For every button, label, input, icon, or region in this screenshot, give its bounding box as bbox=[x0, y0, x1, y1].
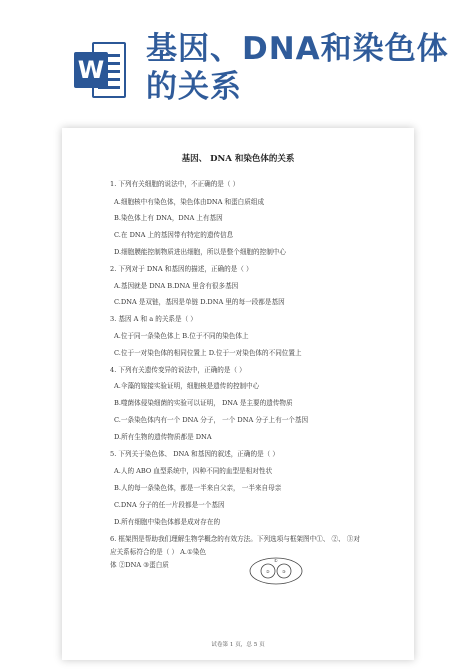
question-line: 1. 下列有关细胞的说法中，不正确的是（ ） bbox=[110, 180, 240, 188]
answer-option: A.伞藻的嫁接实验证明，细胞核是遗传的控制中心 bbox=[114, 382, 260, 390]
answer-option: C.位于一对染色体的相同位置上 D.位于一对染色体的不同位置上 bbox=[114, 349, 302, 357]
question-line: 5. 下列关于染色体、 DNA 和基因的叙述，正确的是（ ） bbox=[110, 450, 279, 458]
answer-option: A.基因就是 DNA B.DNA 里含有很多基因 bbox=[114, 282, 239, 290]
question-line: 4. 下列有关遗传变异的说法中，正确的是（ ） bbox=[110, 366, 246, 374]
answer-option: D.所有生物的遗传物质都是 DNA bbox=[114, 433, 212, 441]
question-line: 3. 基因 A 和 a 的关系是（ ） bbox=[110, 315, 197, 323]
diagram-label: ③ bbox=[282, 569, 286, 574]
question-line: 体 ②DNA ③蛋白质 bbox=[110, 561, 169, 569]
answer-option: B.染色体上有 DNA，DNA 上有基因 bbox=[114, 214, 223, 222]
document-title: 基因、 DNA 和染色体的关系 bbox=[181, 154, 295, 164]
answer-option: C.在 DNA 上的基因带有特定的遗传信息 bbox=[114, 231, 234, 239]
page-footer: 试卷第 1 页，总 5 页 bbox=[211, 642, 265, 648]
question-line: 6. 框架图是帮助我们理解生物学概念的有效方法。下列选项与框架图中①、 ②、 ③对 bbox=[110, 535, 360, 543]
answer-option: A.细胞核中有染色体，染色体由DNA 和蛋白质组成 bbox=[114, 198, 265, 206]
diagram-label: ① bbox=[274, 558, 278, 563]
document-page bbox=[62, 128, 414, 660]
answer-option: D.细胞膜能控制物质进出细胞，所以是整个细胞的控制中心 bbox=[114, 248, 286, 256]
word-icon bbox=[74, 42, 126, 98]
concept-framework-diagram bbox=[248, 556, 304, 586]
answer-option: A.位于同一条染色体上 B.位于不同的染色体上 bbox=[114, 332, 249, 340]
answer-option: A.人的 ABO 血型系统中，四种不同的血型是相对性状 bbox=[114, 467, 273, 475]
answer-option: B.噬菌体侵染细菌的实验可以证明， DNA 是主要的遗传物质 bbox=[114, 399, 293, 407]
banner-title: 基因、DNA和染色体的关系 bbox=[146, 31, 449, 105]
diagram-label: ② bbox=[266, 569, 270, 574]
answer-option: B.人的每一条染色体，都是一半来自父亲， 一半来自母亲 bbox=[114, 484, 282, 492]
answer-option: C.一条染色体内有一个 DNA 分子， 一个 DNA 分子上有一个基因 bbox=[114, 416, 309, 424]
word-letter-tile: W bbox=[74, 52, 108, 88]
answer-option: D.所有细胞中染色体都是成对存在的 bbox=[114, 518, 221, 526]
answer-option: C.DNA 分子的任一片段都是一个基因 bbox=[114, 501, 225, 509]
banner bbox=[0, 0, 474, 120]
question-line: 2. 下列对于 DNA 和基因的描述，正确的是（ ） bbox=[110, 265, 253, 273]
question-line: 应关系标符合的是（ ） A.①染色 bbox=[110, 548, 207, 556]
answer-option: C.DNA 是双链，基因是单链 D.DNA 里的每一段都是基因 bbox=[114, 298, 285, 306]
